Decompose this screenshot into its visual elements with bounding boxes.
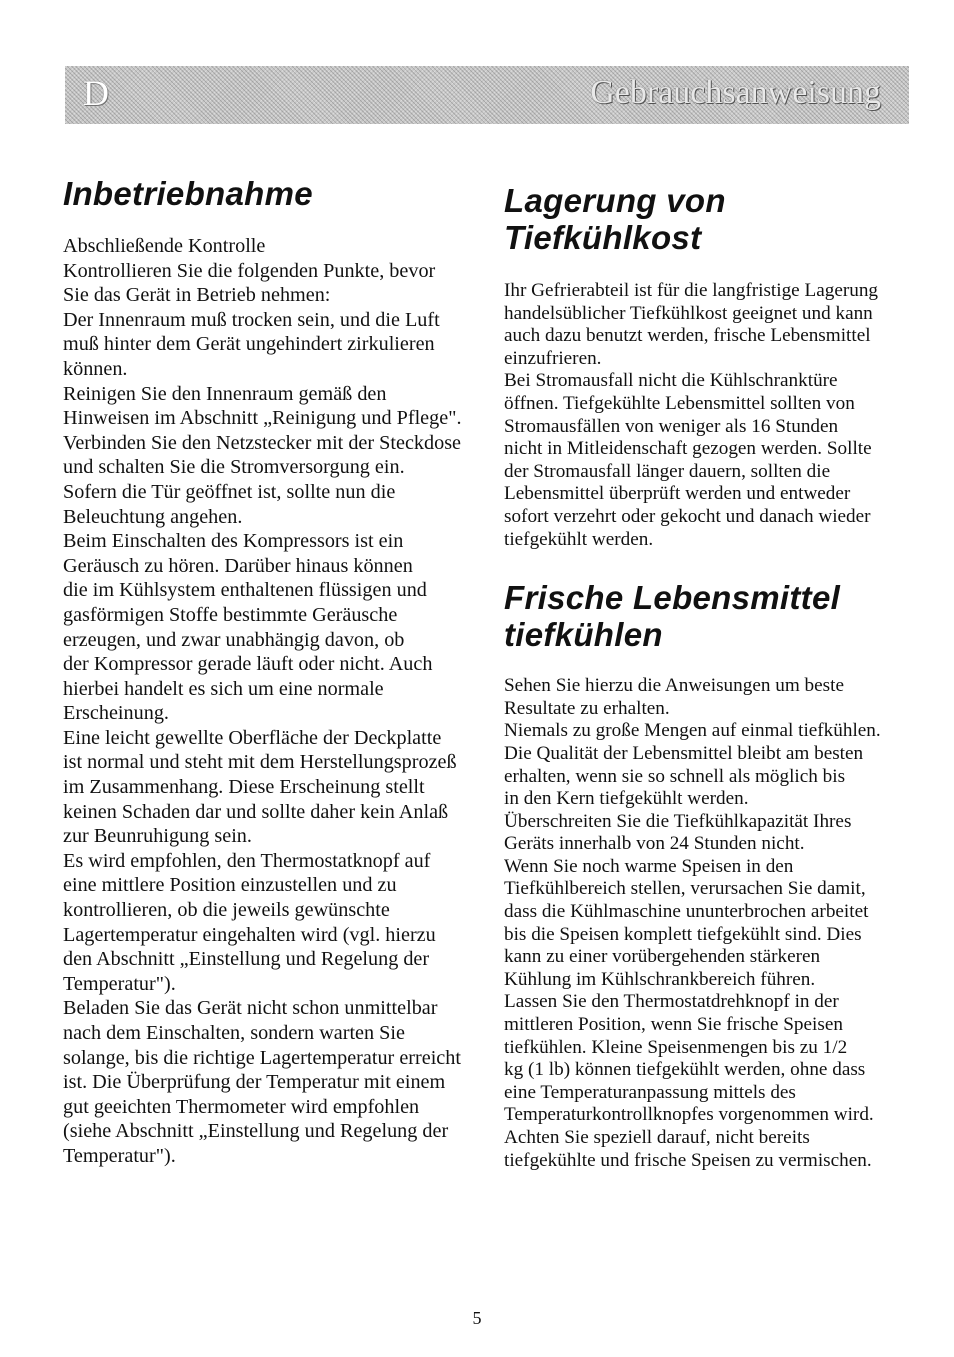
text-line: Eine leicht gewellte Oberfläche der Deckplatte	[63, 726, 442, 749]
text-line: Sie das Gerät in Betrieb nehmen:	[63, 284, 331, 307]
text-line: gasförmigen Stoffe bestimmte Geräusche	[63, 603, 398, 626]
text-line: handelsüblicher Tiefkühlkost geeignet und kann	[504, 302, 873, 324]
text-line: gut geeichten Thermometer wird empfohlen	[63, 1095, 420, 1118]
text-line: solange, bis die richtige Lagertemperatur erreicht	[63, 1046, 461, 1069]
text-line: können.	[63, 357, 128, 380]
right-column	[504, 182, 914, 1172]
header-banner	[65, 66, 909, 124]
text-line: öffnen. Tiefgekühlte Lebensmittel sollten von	[504, 392, 855, 414]
text-line: bis die Speisen komplett tiefgekühlt sind. Dies	[504, 923, 862, 945]
text-line: Niemals zu große Mengen auf einmal tiefkühlen.	[504, 720, 881, 742]
text-line: Temperatur").	[63, 1144, 176, 1167]
text-line: im Zusammenhang. Diese Erscheinung stellt	[63, 776, 425, 799]
text-line: sofort verzehrt oder gekocht und danach wieder	[504, 505, 871, 527]
text-line: Es wird empfohlen, den Thermostatknopf auf	[63, 849, 431, 872]
text-line: Sehen Sie hierzu die Anweisungen um beste	[504, 675, 844, 697]
text-line: Kontrollieren Sie die folgenden Punkte, bevor	[63, 259, 436, 282]
text-line: dass die Kühlmaschine ununterbrochen arbeitet	[504, 901, 869, 923]
text-line: erzeugen, und zwar unabhängig davon, ob	[63, 628, 405, 651]
text-line: erhalten, wenn sie so schnell als möglich bis	[504, 765, 846, 787]
text-line: tiefkühlen. Kleine Speisenmengen bis zu 1/2	[504, 1036, 848, 1058]
text-line: Die Qualität der Lebensmittel bleibt am besten	[504, 742, 864, 764]
text-line: kontrollieren, ob die jeweils gewünschte	[63, 899, 390, 922]
text-line: eine Temperaturanpassung mittels des	[504, 1081, 796, 1103]
text-line: Der Innenraum muß trocken sein, und die Luft	[63, 308, 440, 331]
section-body-inbetriebnahme	[63, 234, 473, 1169]
section-heading-frische-lebensmittel	[504, 579, 914, 653]
text-line: zur Beunruhigung sein.	[63, 825, 252, 848]
text-line: der Kompressor gerade läuft oder nicht. Auch	[63, 653, 433, 676]
text-line: mittleren Position, wenn Sie frische Speisen	[504, 1014, 843, 1036]
manual-title: Gebrauchsanweisung	[590, 74, 881, 111]
text-line: hierbei handelt es sich um eine normale	[63, 677, 384, 700]
text-line: Stromausfällen von weniger als 16 Stunden	[504, 415, 839, 437]
text-line: Temperaturkontrollknopfes vorgenommen wird.	[504, 1104, 874, 1126]
text-line: Bei Stromausfall nicht die Kühlschranktüre	[504, 370, 838, 392]
text-line: muß hinter dem Gerät ungehindert zirkulieren	[63, 333, 435, 356]
text-line: Resultate zu erhalten.	[504, 697, 670, 719]
page-number: 5	[472, 1308, 482, 1328]
text-line: Beladen Sie das Gerät nicht schon unmittelbar	[63, 997, 438, 1020]
text-line: Abschließende Kontrolle	[63, 235, 266, 257]
text-line: Hinweisen im Abschnitt „Reinigung und Pflege".	[63, 407, 462, 430]
text-line: Geräusch zu hören. Darüber hinaus können	[63, 554, 413, 577]
text-line: Überschreiten Sie die Tiefkühlkapazität Ihres	[504, 810, 852, 832]
text-line: einzufrieren.	[504, 347, 602, 369]
text-line: Beleuchtung angehen.	[63, 505, 243, 528]
text-line: eine mittlere Position einzustellen und zu	[63, 874, 397, 897]
text-line: Lebensmittel überprüft werden und entweder	[504, 483, 851, 505]
text-line: die im Kühlsystem enthaltenen flüssigen und	[63, 579, 427, 602]
section-body-lagerung	[504, 280, 914, 551]
text-line: in den Kern tiefgekühlt werden.	[504, 788, 749, 810]
text-line: auch dazu benutzt werden, frische Lebensmittel	[504, 325, 871, 347]
text-line: tiefgekühlt werden.	[504, 528, 654, 550]
text-line: Lassen Sie den Thermostatdrehknopf in der	[504, 991, 839, 1013]
text-line: Sofern die Tür geöffnet ist, sollte nun die	[63, 480, 396, 503]
text-line: Erscheinung.	[63, 702, 169, 725]
text-line: Geräts innerhalb von 24 Stunden nicht.	[504, 833, 805, 855]
section-heading-lagerung	[504, 182, 914, 256]
text-line: (siehe Abschnitt „Einstellung und Regelung der	[63, 1120, 449, 1143]
language-letter: D	[83, 73, 109, 113]
text-line: der Stromausfall länger dauern, sollten die	[504, 460, 831, 482]
text-line: nach dem Einschalten, sondern warten Sie	[63, 1022, 405, 1044]
text-line: Verbinden Sie den Netzstecker mit der Steckdose	[63, 431, 462, 454]
text-line: keinen Schaden dar und sollte daher kein Anlaß	[63, 800, 449, 823]
text-line: Reinigen Sie den Innenraum gemäß den	[63, 382, 387, 405]
text-line: Kühlung im Kühlschrankbereich führen.	[504, 968, 816, 990]
text-line: tiefgekühlte und frische Speisen zu vermischen.	[504, 1149, 872, 1171]
text-line: kg (1 lb) können tiefgekühlt werden, ohne dass	[504, 1059, 866, 1081]
text-line: Achten Sie speziell darauf, nicht bereits	[504, 1127, 810, 1148]
text-line: Ihr Gefrierabteil ist für die langfristige Lagerung	[504, 280, 879, 301]
text-line: ist normal und steht mit dem Herstellungsprozeß	[63, 751, 457, 774]
text-line: Lagertemperatur eingehalten wird (vgl. hierzu	[63, 923, 436, 946]
heading-line: Lagerung von	[504, 182, 726, 219]
text-line: kann zu einer vorübergehenden stärkeren	[504, 946, 821, 968]
heading-line: Tiefkühlkost	[504, 219, 702, 256]
section-heading-inbetriebnahme: Inbetriebnahme	[63, 175, 313, 212]
text-line: den Abschnitt „Einstellung und Regelung der	[63, 948, 430, 971]
text-line: Wenn Sie noch warme Speisen in den	[504, 855, 794, 877]
section-body-frische-lebensmittel	[504, 675, 914, 1172]
text-line: Tiefkühlbereich stellen, verursachen Sie damit,	[504, 878, 866, 900]
text-line: Beim Einschalten des Kompressors ist ein	[63, 530, 404, 553]
heading-line: tiefkühlen	[504, 616, 663, 654]
text-line: Temperatur").	[63, 972, 176, 995]
text-line: ist. Die Überprüfung der Temperatur mit einem	[63, 1071, 446, 1094]
heading-line: Frische Lebensmittel	[504, 579, 841, 617]
left-column	[63, 175, 473, 1169]
text-line: und schalten Sie die Stromversorgung ein.	[63, 456, 405, 479]
text-line: nicht in Mitleidenschaft gezogen werden. Sollte	[504, 438, 872, 460]
